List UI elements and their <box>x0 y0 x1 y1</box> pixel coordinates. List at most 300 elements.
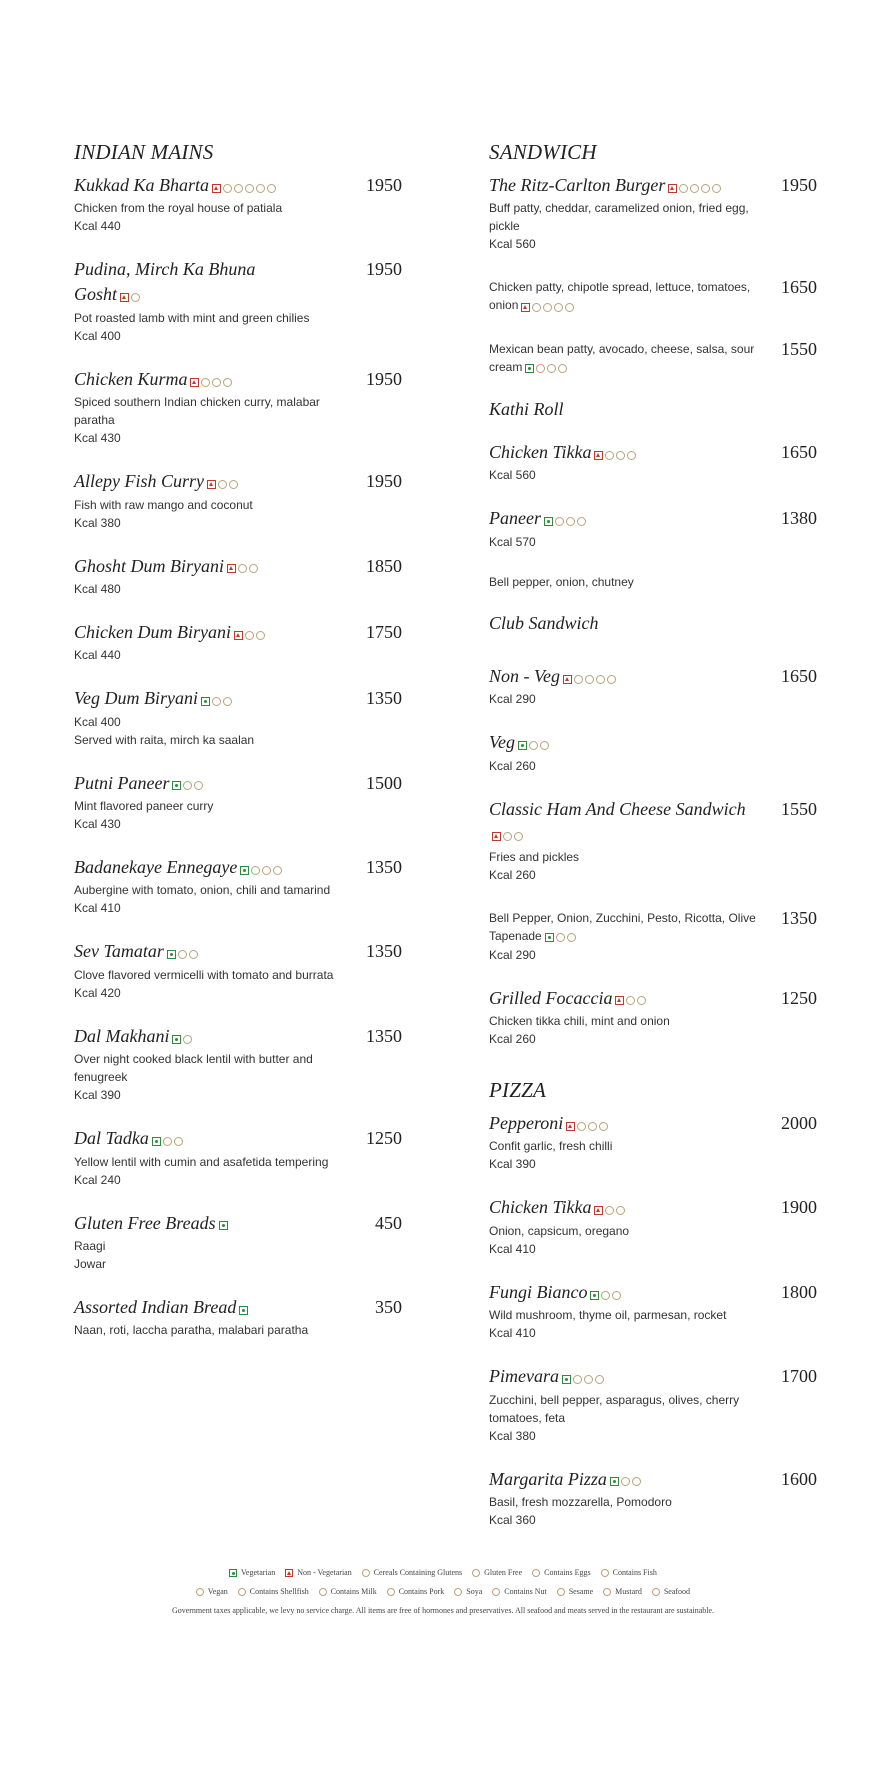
item-description: Bell Pepper, Onion, Zucchini, Pesto, Ricotta, Olive Tapenade <box>489 910 756 943</box>
item-name: Grilled Focaccia <box>489 987 613 1008</box>
sesame-icon <box>256 184 265 193</box>
milk-icon <box>679 184 688 193</box>
legend-label: Contains Nut <box>504 1587 547 1597</box>
legend-milk <box>319 1587 377 1596</box>
nut-icon <box>194 781 203 790</box>
legend-label: Contains Fish <box>612 1568 657 1577</box>
dietary-icons <box>172 1025 194 1050</box>
item-price: 1550 <box>781 798 817 819</box>
legend-label: Contains Pork <box>398 1587 445 1597</box>
item-kcal: Kcal 570 <box>489 534 536 549</box>
item-kcal: Kcal 290 <box>489 947 536 962</box>
vegetarian-icon <box>172 1035 181 1044</box>
kathi-note <box>489 573 817 591</box>
item-price: 1950 <box>366 175 402 195</box>
menu-item <box>489 797 817 884</box>
sesame-icon <box>557 1588 565 1596</box>
item-name: Veg Dum Biryani <box>74 688 198 709</box>
milk-icon <box>183 781 192 790</box>
nut-icon <box>245 184 254 193</box>
gluten-icon <box>212 378 221 387</box>
item-price: 1380 <box>781 508 817 529</box>
egg-icon <box>532 1569 540 1577</box>
milk-icon <box>536 364 545 373</box>
item-kcal: Kcal 400 <box>74 328 121 343</box>
dietary-icons <box>668 174 723 199</box>
sandwich-pizza-column <box>489 140 817 1551</box>
legend-eggs <box>532 1568 590 1577</box>
milk-icon <box>245 631 254 640</box>
non-vegetarian-icon <box>234 631 243 640</box>
item-kcal: Kcal 560 <box>489 468 536 483</box>
legend-row-2 <box>0 1587 886 1596</box>
item-price: 1600 <box>781 1468 817 1489</box>
pork-icon <box>514 832 523 841</box>
menu-item <box>489 1111 817 1173</box>
gluten-icon <box>503 832 512 841</box>
dietary-icons <box>590 1281 623 1306</box>
item-description: Mexican bean patty, avocado, cheese, salsa, sour cream <box>489 342 755 375</box>
gluten-icon <box>362 1569 370 1577</box>
item-description: Chicken tikka chili, mint and onion <box>489 1014 670 1029</box>
pork-icon <box>599 1122 608 1131</box>
item-description: Spiced southern Indian chicken curry, malabar paratha <box>74 395 320 428</box>
item-price: 1950 <box>366 471 402 492</box>
item-kcal: Kcal 440 <box>74 648 121 663</box>
non-vegetarian-icon <box>594 1206 603 1215</box>
mustard-icon <box>565 303 574 312</box>
legend-label: Seafood <box>663 1587 691 1597</box>
vegetarian-icon <box>545 933 554 942</box>
gluten-icon <box>588 1122 597 1131</box>
non-vegetarian-icon <box>190 378 199 387</box>
milk-icon <box>573 1375 582 1384</box>
nut-icon <box>492 1588 500 1596</box>
gluten-icon <box>567 933 576 942</box>
non-vegetarian-icon <box>563 675 572 684</box>
gluten-icon <box>612 1291 621 1300</box>
vegan-icon <box>273 866 282 875</box>
legend-label: Contains Eggs <box>544 1568 591 1577</box>
egg-icon <box>701 184 710 193</box>
mustard-icon <box>577 517 586 526</box>
item-name: Ghosht Dum Biryani <box>74 555 224 576</box>
dietary-icons <box>240 856 284 881</box>
legend-label: Contains Milk <box>330 1587 377 1597</box>
fish-icon <box>229 480 238 489</box>
item-name: Pepperoni <box>489 1113 564 1134</box>
milk-icon <box>163 1137 172 1146</box>
vegetarian-icon <box>562 1375 571 1384</box>
milk-icon <box>605 1206 614 1215</box>
menu-item <box>74 1295 402 1339</box>
menu-item <box>74 1024 402 1104</box>
gluten-icon <box>584 1375 593 1384</box>
item-description: Over night cooked black lentil with butter and fenugreek <box>74 1052 313 1085</box>
dietary-icons <box>234 621 267 646</box>
item-description: Chicken from the royal house of patiala <box>74 201 283 216</box>
menu-item <box>489 906 817 964</box>
gluten-icon <box>616 1206 625 1215</box>
section-title-sandwich: SANDWICH <box>489 140 597 164</box>
legend-label: Gluten Free <box>484 1568 523 1577</box>
legend-label: Sesame <box>568 1587 594 1597</box>
menu-item <box>489 440 817 484</box>
non-vegetarian-icon <box>594 451 603 460</box>
dietary-icons <box>201 688 234 713</box>
dietary-icons <box>562 1366 606 1391</box>
item-price: 1900 <box>781 1197 817 1218</box>
item-price: 1500 <box>366 772 402 793</box>
milk-icon <box>601 1291 610 1300</box>
menu-item <box>489 1467 817 1529</box>
item-price: 1950 <box>366 368 402 389</box>
item-description: Aubergine with tomato, onion, chili and tamarind <box>74 883 331 898</box>
item-note: Jowar <box>74 1256 107 1271</box>
menu-item <box>74 855 402 917</box>
item-description: Bell pepper, onion, chutney <box>489 574 634 589</box>
item-price: 1700 <box>781 1366 817 1387</box>
dietary-icons <box>545 928 578 946</box>
item-kcal: Kcal 260 <box>489 758 536 773</box>
item-name: Assorted Indian Bread <box>74 1296 237 1317</box>
item-price: 450 <box>375 1212 402 1233</box>
item-kcal: Kcal 360 <box>489 1512 536 1527</box>
item-kcal: Kcal 480 <box>74 581 121 596</box>
item-name: The Ritz-Carlton Burger <box>489 175 666 195</box>
seafood-icon <box>652 1588 660 1596</box>
item-kcal: Kcal 400 <box>74 714 121 729</box>
non-vegetarian-icon <box>120 293 129 302</box>
vegetarian-icon <box>610 1477 619 1486</box>
non-vegetarian-icon <box>207 480 216 489</box>
gluten-icon <box>223 697 232 706</box>
item-name: Gluten Free Breads <box>74 1212 216 1233</box>
item-description: Basil, fresh mozzarella, Pomodoro <box>489 1494 672 1509</box>
item-price: 1650 <box>781 277 817 298</box>
item-name: Paneer <box>489 508 541 529</box>
menu-item <box>74 469 402 531</box>
milk-icon <box>238 564 247 573</box>
menu-item <box>74 367 402 447</box>
milk-icon <box>532 303 541 312</box>
legend-soya <box>454 1587 482 1596</box>
legend-seafood <box>652 1587 690 1596</box>
item-name: Pudina, Mirch Ka Bhuna Gosht <box>74 259 256 305</box>
menu-item <box>74 939 402 1001</box>
dietary-icons <box>525 359 569 377</box>
item-name: Chicken Kurma <box>74 368 188 389</box>
dietary-icons <box>563 665 618 690</box>
item-name: Fungi Bianco <box>489 1281 588 1302</box>
item-name: Putni Paneer <box>74 772 170 793</box>
dietary-icons <box>615 987 648 1012</box>
item-note: Served with raita, mirch ka saalan <box>74 732 255 747</box>
item-kcal: Kcal 390 <box>74 1088 121 1103</box>
legend-label: Contains Shellfish <box>249 1587 309 1597</box>
legend-label: Mustard <box>615 1587 642 1597</box>
vegetarian-icon <box>525 364 534 373</box>
item-name: Pimevara <box>489 1366 559 1387</box>
legend-fish <box>601 1568 657 1577</box>
item-kcal: Kcal 560 <box>489 237 536 252</box>
milk-icon <box>574 675 583 684</box>
vegetarian-icon <box>544 517 553 526</box>
mustard-icon <box>558 364 567 373</box>
menu-item <box>74 686 402 748</box>
non-vegetarian-icon <box>615 996 624 1005</box>
item-name: Chicken Dum Biryani <box>74 621 231 642</box>
vegetarian-icon <box>152 1137 161 1146</box>
gluten-icon <box>234 184 243 193</box>
legend-gluten <box>362 1568 462 1577</box>
gluten-free-icon <box>472 1569 480 1577</box>
non-vegetarian-icon <box>492 832 501 841</box>
menu-item <box>489 1364 817 1444</box>
menu-item <box>489 1195 817 1257</box>
gluten-icon <box>566 517 575 526</box>
menu-item <box>489 730 817 774</box>
item-kcal: Kcal 420 <box>74 985 121 1000</box>
item-price: 1650 <box>781 665 817 686</box>
item-description: Fries and pickles <box>489 849 580 864</box>
milk-icon <box>555 517 564 526</box>
item-kcal: Kcal 380 <box>74 515 121 530</box>
vegetarian-icon <box>201 697 210 706</box>
milk-icon <box>212 697 221 706</box>
menu-item <box>489 1280 817 1342</box>
menu-item <box>74 257 402 344</box>
item-price: 1250 <box>781 987 817 1008</box>
vegetarian-icon <box>239 1306 248 1315</box>
milk-icon <box>131 293 140 302</box>
item-description: Naan, roti, laccha paratha, malabari paratha <box>74 1323 309 1338</box>
gluten-icon <box>540 741 549 750</box>
vegan-icon <box>196 1588 204 1596</box>
vegetarian-icon <box>167 950 176 959</box>
item-name: Dal Makhani <box>74 1025 170 1046</box>
item-price: 2000 <box>781 1113 817 1134</box>
legend-gluten-free <box>472 1568 522 1577</box>
dietary-icons <box>212 174 278 199</box>
item-price: 1950 <box>781 175 817 195</box>
item-name: Veg <box>489 732 515 753</box>
non-vegetarian-icon <box>285 1569 293 1577</box>
dietary-icons <box>172 772 205 797</box>
item-price: 1350 <box>366 688 402 709</box>
milk-icon <box>319 1588 327 1596</box>
item-description: Onion, capsicum, oregano <box>489 1223 630 1238</box>
item-kcal: Kcal 290 <box>489 692 536 707</box>
item-name: Badanekaye Ennegaye <box>74 857 238 877</box>
shellfish-icon <box>238 1588 246 1596</box>
legend-footer <box>0 1568 886 1615</box>
dietary-icons <box>544 508 588 533</box>
nut-icon <box>223 378 232 387</box>
item-price: 1800 <box>781 1281 817 1302</box>
milk-icon <box>621 1477 630 1486</box>
gluten-icon <box>547 364 556 373</box>
mustard-icon <box>267 184 276 193</box>
item-kcal: Kcal 390 <box>489 1157 536 1172</box>
vegetarian-icon <box>172 781 181 790</box>
legend-mustard <box>603 1587 642 1596</box>
milk-icon <box>201 378 210 387</box>
milk-icon <box>556 933 565 942</box>
milk-icon <box>626 996 635 1005</box>
item-description: Fish with raw mango and coconut <box>74 497 253 512</box>
dietary-icons <box>120 284 142 309</box>
item-price: 1850 <box>366 555 402 576</box>
item-kcal: Kcal 430 <box>74 431 121 446</box>
dietary-icons <box>219 1212 230 1237</box>
dietary-icons <box>610 1468 643 1493</box>
item-name: Chicken Tikka <box>489 442 592 463</box>
legend-label: Cereals Containing Glutens <box>373 1568 463 1577</box>
vegetarian-icon <box>590 1291 599 1300</box>
non-vegetarian-icon <box>566 1122 575 1131</box>
section-title-kathi-roll: Kathi Roll <box>489 399 564 420</box>
gluten-icon <box>637 996 646 1005</box>
non-vegetarian-icon <box>521 303 530 312</box>
milk-icon <box>183 1035 192 1044</box>
legend-non-vegetarian <box>285 1568 352 1577</box>
item-name: Sev Tamatar <box>74 941 164 962</box>
gluten-icon <box>262 866 271 875</box>
dietary-icons <box>239 1296 250 1321</box>
item-kcal: Kcal 430 <box>74 817 121 831</box>
vegetarian-icon <box>229 1569 237 1577</box>
item-price: 1950 <box>366 259 402 280</box>
legend-vegan <box>196 1587 228 1596</box>
dietary-icons <box>152 1128 185 1153</box>
item-price: 1350 <box>366 857 402 877</box>
legend-vegetarian <box>229 1568 275 1577</box>
legend-label: Non - Vegetarian <box>297 1568 352 1577</box>
dietary-icons <box>566 1112 610 1137</box>
item-price: 350 <box>375 1296 402 1317</box>
menu-item <box>489 173 817 253</box>
gluten-icon <box>189 950 198 959</box>
legend-nut <box>492 1587 546 1596</box>
item-description: Chicken patty, chipotle spread, lettuce, tomatoes, onion <box>489 280 751 313</box>
soya-icon <box>595 1375 604 1384</box>
item-name: Kukkad Ka Bharta <box>74 175 209 195</box>
item-price: 1350 <box>366 1025 402 1046</box>
item-kcal: Kcal 240 <box>74 1172 121 1187</box>
item-name: Chicken Tikka <box>489 1197 592 1218</box>
item-description: Clove flavored vermicelli with tomato and burrata <box>74 967 334 982</box>
egg-icon <box>554 303 563 312</box>
section-title-pizza: PIZZA <box>489 1078 547 1103</box>
milk-icon <box>218 480 227 489</box>
milk-icon <box>223 184 232 193</box>
gluten-icon <box>632 1477 641 1486</box>
dietary-icons <box>521 297 576 315</box>
non-vegetarian-icon <box>668 184 677 193</box>
dietary-icons <box>594 441 638 466</box>
item-price: 1750 <box>366 621 402 642</box>
dietary-icons <box>492 823 525 848</box>
item-description: Mint flavored paneer curry <box>74 799 214 813</box>
milk-icon <box>605 451 614 460</box>
item-description: Raagi <box>74 1238 106 1253</box>
item-price: 1550 <box>781 339 817 360</box>
item-name: Margarita Pizza <box>489 1468 607 1489</box>
dietary-icons <box>594 1197 627 1222</box>
item-kcal: Kcal 440 <box>74 219 121 234</box>
item-price: 1350 <box>781 907 817 928</box>
item-description: Confit garlic, fresh chilli <box>489 1139 613 1154</box>
non-vegetarian-icon <box>212 184 221 193</box>
item-name: Dal Tadka <box>74 1128 149 1149</box>
gluten-icon <box>585 675 594 684</box>
legend-row-1 <box>0 1568 886 1577</box>
item-kcal: Kcal 260 <box>489 1032 536 1047</box>
section-title-indian-mains: INDIAN MAINS <box>74 140 214 164</box>
legend-label: Vegan <box>207 1587 228 1597</box>
pork-icon <box>607 675 616 684</box>
item-name: Non - Veg <box>489 665 560 686</box>
dietary-icons <box>190 368 234 393</box>
menu-item <box>74 173 402 235</box>
milk-icon <box>178 950 187 959</box>
legend-label: Vegetarian <box>241 1568 276 1577</box>
mustard-icon <box>603 1588 611 1596</box>
gluten-icon <box>256 631 265 640</box>
item-description: Yellow lentil with cumin and asafetida tempering <box>74 1154 329 1169</box>
egg-icon <box>596 675 605 684</box>
dietary-icons <box>227 555 260 580</box>
dietary-icons <box>207 471 240 496</box>
non-vegetarian-icon <box>227 564 236 573</box>
dietary-icons <box>167 941 200 966</box>
menu-item <box>74 1211 402 1273</box>
item-price: 1650 <box>781 442 817 463</box>
menu-item <box>489 275 817 315</box>
item-description: Wild mushroom, thyme oil, parmesan, rocket <box>489 1308 727 1323</box>
item-kcal: Kcal 410 <box>489 1241 536 1256</box>
mustard-icon <box>712 184 721 193</box>
gluten-icon <box>616 451 625 460</box>
milk-icon <box>577 1122 586 1131</box>
menu-item <box>74 771 402 833</box>
mustard-icon <box>627 451 636 460</box>
milk-icon <box>251 866 260 875</box>
item-name: Classic Ham And Cheese Sandwich <box>489 798 746 819</box>
item-kcal: Kcal 380 <box>489 1428 536 1443</box>
item-price: 1350 <box>366 941 402 962</box>
gluten-icon <box>249 564 258 573</box>
menu-item <box>489 506 817 550</box>
item-price: 1250 <box>366 1128 402 1149</box>
menu-item <box>489 337 817 377</box>
legend-label: Soya <box>466 1587 483 1597</box>
menu-item <box>74 554 402 598</box>
menu-item <box>74 620 402 664</box>
section-title-club-sandwich: Club Sandwich <box>489 612 599 633</box>
legal-note: Government taxes applicable, we levy no service charge. All items are free of hormones and preservatives. All seafood and meats served in the restaurant are sustainable. <box>171 1606 715 1616</box>
legend-sesame <box>557 1587 593 1596</box>
legend-pork <box>387 1587 445 1596</box>
gluten-icon <box>174 1137 183 1146</box>
item-name: Allepy Fish Curry <box>74 471 204 492</box>
vegetarian-icon <box>518 741 527 750</box>
fish-icon <box>601 1569 609 1577</box>
legend-shellfish <box>238 1587 309 1596</box>
vegetarian-icon <box>219 1221 228 1230</box>
indian-mains-column <box>74 140 402 1361</box>
